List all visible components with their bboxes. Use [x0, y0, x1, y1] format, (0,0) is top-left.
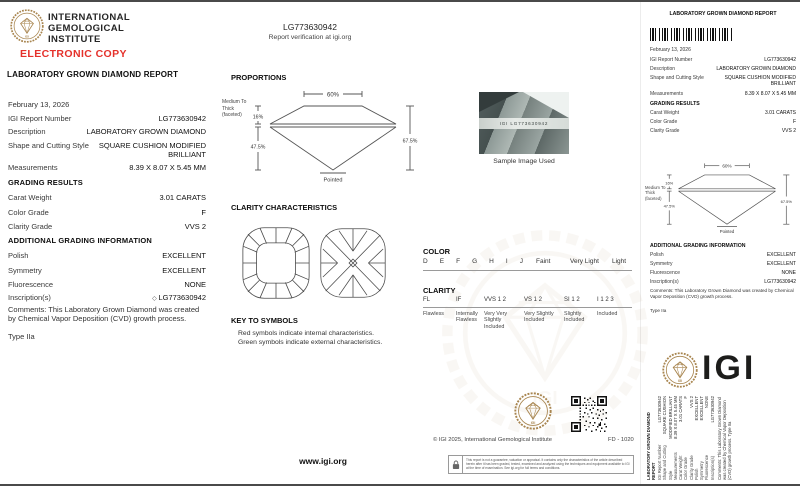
- footer-gold-seal-icon: [514, 392, 552, 430]
- color-range-light: Light: [612, 258, 627, 265]
- field-color-grade: Color Grade F: [8, 208, 206, 217]
- clarity-grade-fl: FL: [423, 297, 431, 303]
- field-symmetry: Symmetry EXCELLENT: [8, 266, 206, 275]
- clarity-scale-line: [423, 307, 632, 308]
- mini-date: February 13, 2026: [650, 47, 691, 53]
- clarity-grade-if: IF: [456, 297, 462, 303]
- org-line-2: GEMOLOGICAL: [48, 23, 125, 34]
- report-date: February 13, 2026: [8, 100, 70, 109]
- clarity-label-vs: Very Slightly Included: [524, 311, 554, 324]
- clarity-grade-si: SI 1 2: [564, 297, 580, 303]
- mini-field-symmetry: Symmetry EXCELLENT: [650, 261, 796, 267]
- color-grade-i: I: [505, 258, 508, 265]
- color-range-faint: Faint: [536, 258, 551, 265]
- field-inscription: Inscription(s) ◇ LG773630942: [8, 293, 206, 302]
- mini-comments: Comments: This Laboratory Grown Diamond was created by Chemical Vapor Deposition (CVD) growth process.: [650, 288, 794, 299]
- clarity-label-flawless: Flawless: [423, 311, 444, 317]
- sample-diamond-photo: [479, 92, 569, 154]
- comments-text: Comments: This Laboratory Grown Diamond was created by Chemical Vapor Deposition (CVD) growth process.: [8, 305, 200, 324]
- rotated-stub: [646, 396, 796, 480]
- color-grade-h: H: [489, 258, 494, 265]
- proportions-title: PROPORTIONS: [231, 73, 287, 82]
- field-fluorescence: Fluorescence NONE: [8, 280, 206, 289]
- color-scale-line: [423, 270, 632, 271]
- verification-number: LG773630942: [283, 22, 337, 32]
- field-shape: Shape and Cutting Style SQUARE CUSHION MODIFIED BRILLIANT: [8, 141, 206, 159]
- barcode: [650, 28, 732, 41]
- field-carat-weight: Carat Weight 3.01 CARATS: [8, 193, 206, 202]
- clarity-label-if: Internally Flawless: [456, 311, 478, 324]
- org-name: [48, 12, 130, 45]
- clarity-plot-crown-view: [240, 222, 312, 304]
- qr-code: [571, 396, 607, 432]
- sample-caption: Sample Image Used: [493, 158, 555, 165]
- clarity-characteristics-title: CLARITY CHARACTERISTICS: [231, 203, 338, 212]
- disclaimer-box: [448, 455, 634, 474]
- stub-title: LABORATORY GROWN DIAMOND REPORT: [646, 412, 656, 480]
- photo-highlight-facet: [523, 92, 569, 118]
- mini-proportions-diagram: [660, 158, 794, 235]
- key-line-internal: Red symbols indicate internal characteristics.: [238, 330, 374, 337]
- mini-field-polish: Polish EXCELLENT: [650, 252, 796, 258]
- color-grade-f: F: [456, 258, 461, 265]
- stub-comments: Comments: This Laboratory Grown Diamond was created by Chemical Vapor Deposition (CVD) growth process. Type IIa: [716, 396, 733, 480]
- additional-grading-header: ADDITIONAL GRADING INFORMATION: [8, 236, 153, 245]
- form-code: FD - 1020: [608, 437, 634, 443]
- mini-grading-header: GRADING RESULTS: [650, 101, 700, 107]
- mini-field-shape: Shape and Cutting Style SQUARE CUSHION MODIFIED BRILLIANT: [650, 75, 796, 87]
- big-igi-monogram: IGI: [702, 349, 757, 387]
- color-grade-e: E: [439, 258, 445, 265]
- field-polish: Polish EXCELLENT: [8, 251, 206, 260]
- org-line-1: INTERNATIONAL: [48, 12, 131, 23]
- key-to-symbols-title: KEY TO SYMBOLS: [231, 316, 298, 325]
- grading-results-header: GRADING RESULTS: [8, 178, 83, 187]
- rotated-stub-content: LABORATORY GROWN DIAMOND REPORT IGI Report Number LG773630942 Shape and Cutting Style SQUARE CUSHION MODIFIED BRILLIANT Measurements 8.39 X 8.07 X 5.45 MM Carat Weight 3.01 CARATS Color Grade F Clarity Grade VVS 2 Polish EXCELLENT Symmetry EXCELLENT Fluorescence NONE Inscription(s) LG773630942 Comments: This Laboratory Grown Diamond was created by Chemical Vapor Deposition (CVD) growth process. Type IIa: [646, 396, 733, 480]
- key-to-symbols-lines: [238, 329, 382, 347]
- inscription-igi-icon: ◇: [152, 296, 159, 302]
- clarity-label-si: Slightly Included: [564, 311, 585, 324]
- top-edge: [0, 0, 800, 2]
- color-grade-g: G: [472, 258, 478, 265]
- key-line-external: Green symbols indicate external characteristics.: [238, 339, 383, 347]
- clarity-grade-vs: VS 1 2: [524, 297, 543, 303]
- clarity-grade-i: I 1 2 3: [597, 297, 614, 303]
- field-clarity-grade: Clarity Grade VVS 2: [8, 222, 206, 231]
- field-report-number: IGI Report Number LG773630942: [8, 114, 206, 123]
- lock-icon: [449, 456, 463, 473]
- color-scale-grades: [423, 258, 523, 265]
- mini-girdle-label: Medium To Thick (faceted): [645, 185, 666, 201]
- org-line-3: INSTITUTE: [48, 34, 101, 45]
- girdle-inscription-band: [479, 118, 569, 129]
- type-note: Type IIa: [8, 332, 35, 341]
- mini-field-carat: Carat Weight 3.01 CARATS: [650, 110, 796, 116]
- mini-field-inscription: Inscription(s) LG773630942: [650, 279, 796, 285]
- photo-dark-facet: [479, 92, 519, 112]
- electronic-copy-label: ELECTRONIC COPY: [20, 48, 127, 60]
- field-measurements: Measurements 8.39 X 8.07 X 5.45 MM: [8, 163, 206, 172]
- clarity-plot-pavilion-view: [318, 222, 388, 304]
- color-range-very-light: Very Light: [570, 258, 599, 265]
- field-description: Description LABORATORY GROWN DIAMOND: [8, 127, 206, 136]
- mini-field-clarity: Clarity Grade VVS 2: [650, 128, 796, 134]
- color-grade-j: J: [519, 258, 523, 265]
- fine-print-text: This report is not a guarantee, valuation or appraisal. It contains only the characteristics of the article described herein after it has been graded, tested, examined and analyzed using the techniques and equipment available to IGI at the time of examination. See igi.org for full terms and conditions.: [466, 457, 630, 470]
- clarity-grade-vvs: VVS 1 2: [484, 297, 507, 303]
- mini-field-color: Color Grade F: [650, 119, 796, 125]
- igi-logo-seal-icon: [10, 9, 44, 43]
- mini-type-note: Type IIa: [650, 308, 667, 313]
- laser-inscription-text: IGI LG773630942: [499, 121, 549, 126]
- color-grade-d: D: [423, 258, 428, 265]
- mini-additional-header: ADDITIONAL GRADING INFORMATION: [650, 243, 746, 249]
- website-link: www.igi.org: [299, 456, 347, 466]
- color-scale-title: COLOR: [423, 247, 451, 256]
- verification-note: Report verification at igi.org: [268, 34, 352, 41]
- big-igi-seal-icon: [662, 352, 698, 388]
- mini-field-measurements: Measurements 8.39 X 8.07 X 5.45 MM: [650, 91, 796, 97]
- proportions-diagram: [246, 84, 420, 184]
- mini-field-fluorescence: Fluorescence NONE: [650, 270, 796, 276]
- girdle-label: Medium To Thick (faceted): [222, 99, 247, 118]
- report-title: LABORATORY GROWN DIAMOND REPORT: [7, 70, 179, 79]
- clarity-scale-title: CLARITY: [423, 286, 456, 295]
- mini-report-title: LABORATORY GROWN DIAMOND REPORT: [669, 11, 777, 17]
- clarity-label-vvs: Very Very Slightly Included: [484, 311, 508, 330]
- clarity-label-included: Included: [597, 311, 618, 317]
- mini-field-report-number: IGI Report Number LG773630942: [650, 57, 796, 63]
- copyright-line: © IGI 2025, International Gemological Institute: [433, 437, 552, 443]
- mini-field-description: Description LABORATORY GROWN DIAMOND: [650, 66, 796, 72]
